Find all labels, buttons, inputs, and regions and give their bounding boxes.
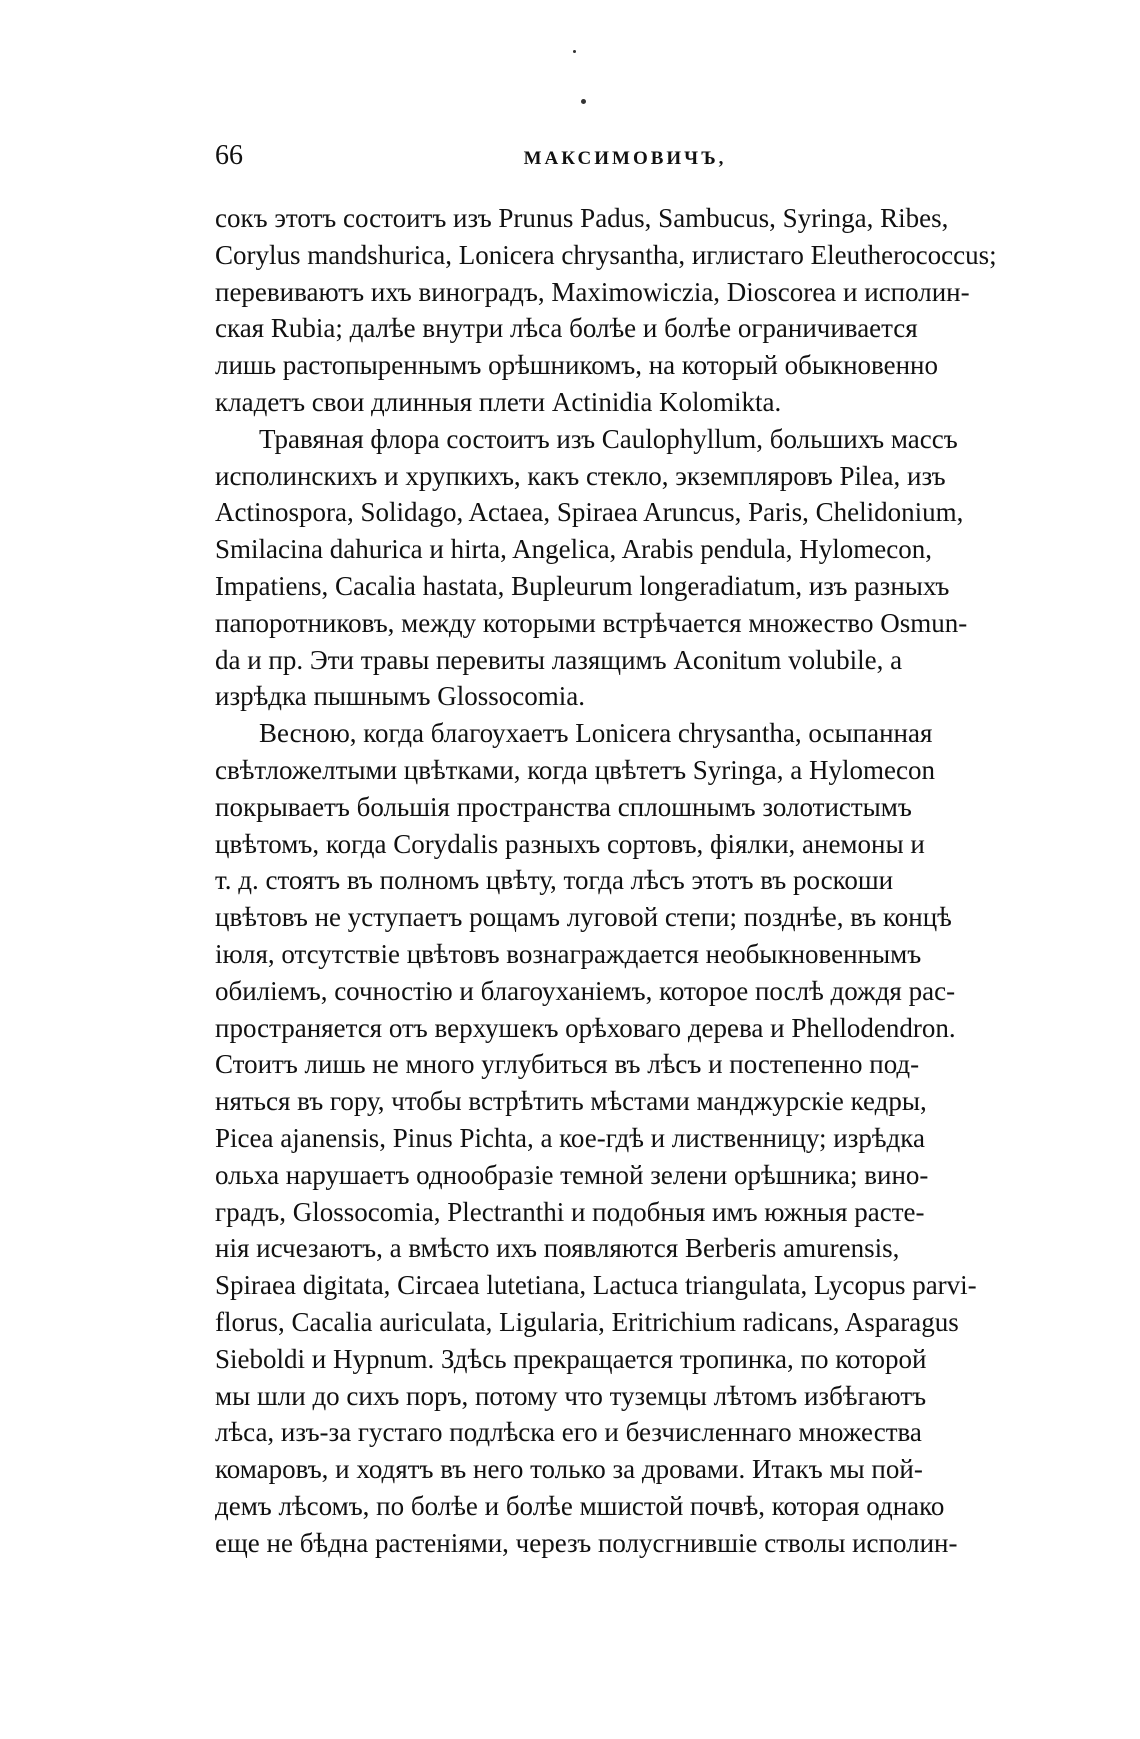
print-speck <box>573 50 576 53</box>
page-number: 66 <box>215 140 243 171</box>
page-header <box>215 140 1035 180</box>
body-text <box>215 200 1035 1561</box>
paragraph: сокъ этотъ состоитъ изъ Prunus Padus, Sambucus, Syringa, Ribes, Corylus mandshurica, Lonicera chrysantha, иглистаго Eleutherococcus; перевиваютъ ихъ виноградъ, Maximowiczia, Dioscorea и исполин- ская Rubia; далѣе внутри лѣса болѣе и болѣе ограничивается лишь растопыреннымъ орѣшникомъ, на который обыкновенно кладетъ свои длинныя плети Actinidia Kolomikta. <box>215 203 997 417</box>
running-head: МАКСИМОВИЧЪ, <box>523 148 727 169</box>
print-speck <box>581 99 586 104</box>
paragraph: Весною, когда благоухаетъ Lonicera chrysantha, осыпанная свѣтложелтыми цвѣтками, когда цвѣтетъ Syringa, а Hylomecon покрываетъ большія пространства сплошнымъ золотистымъ цвѣтомъ, когда Corydalis разныхъ сортовъ, фіялки, анемоны и т. д. стоятъ въ полномъ цвѣту, тогда лѣсъ этотъ въ роскоши цвѣтовъ не уступаетъ рощамъ луговой степи; позднѣе, въ концѣ іюля, отсутствіе цвѣтовъ вознаграждается необыкновеннымъ обиліемъ, сочностію и благоуханіемъ, которое послѣ дождя рас- пространяется отъ верхушекъ орѣховаго дерева и Phellodendron. Стоитъ лишь не много углубиться въ лѣсъ и постепенно под- няться въ гору, чтобы встрѣтить мѣстами манджурскіе кедры, Picea ajanensis, Pinus Pichta, а кое-гдѣ и лиственницу; изрѣдка ольха нарушаетъ однообразіе темной зелени орѣшника; вино- градъ, Glossocomia, Plectranthi и подобныя имъ южныя расте- нія исчезаютъ, а вмѣсто ихъ появляются Berberis amurensis, Spiraea digitata, Circaea lutetiana, Lactuca triangulata, Lycopus parvi- florus, Cacalia auriculata, Ligularia, Eritrichium radicans, Asparagus Sieboldi и Hypnum. Здѣсь прекращается тропинка, по которой мы шли до сихъ поръ, потому что туземцы лѣтомъ избѣгаютъ лѣса, изъ-за густаго подлѣска его и безчисленнаго множества комаровъ, и ходятъ въ него только за дровами. Итакъ мы пой- демъ лѣсомъ, по болѣе и болѣе мшистой почвѣ, которая однако еще не бѣдна растеніями, черезъ полусгнившіе стволы исполин- <box>215 718 977 1558</box>
paragraph: Травяная флора состоитъ изъ Caulophyllum, большихъ массъ исполинскихъ и хрупкихъ, какъ стекло, экземпляровъ Pilea, изъ Actinospora, Solidago, Actaea, Spiraea Aruncus, Paris, Chelidonium, Smilacina dahurica и hirta, Angelica, Arabis pendula, Hylomecon, Impatiens, Cacalia hastata, Bupleurum longeradiatum, изъ разныхъ папоротниковъ, между которыми встрѣчается множество Osmun- da и пр. Эти травы перевиты лазящимъ Aconitum volubile, а изрѣдка пышнымъ Glossocomia. <box>215 423 968 712</box>
